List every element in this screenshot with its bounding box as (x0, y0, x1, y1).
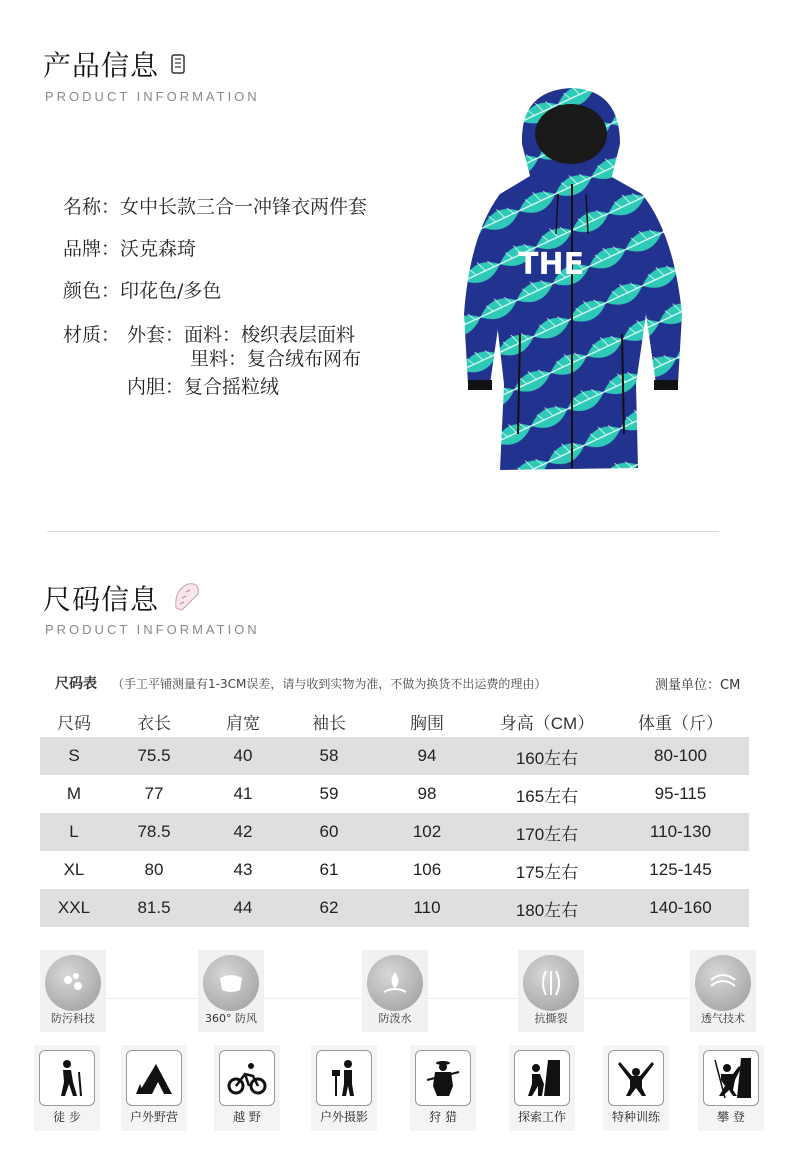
activity-climbing (698, 1045, 764, 1131)
table-cell: 175左右 (515, 862, 579, 882)
size-table-caption: 尺码表 (55, 676, 97, 692)
table-cell: 94 (372, 737, 482, 775)
photography-icon (316, 1050, 372, 1106)
hiking-icon (39, 1050, 95, 1106)
jacket-print-text: THE (518, 247, 585, 282)
table-cell: 62 (286, 889, 372, 927)
table-cell: 81.5 (108, 889, 200, 927)
activity-label: 户外摄影 (319, 1110, 368, 1124)
table-cell: 102 (372, 813, 482, 851)
activity-exploration (509, 1045, 575, 1131)
header-height: 身高（CM） (499, 713, 595, 733)
activity-label: 攀 登 (717, 1110, 745, 1124)
training-icon (608, 1050, 664, 1106)
table-cell: S (40, 737, 108, 775)
table-cell: 43 (233, 860, 253, 879)
table-cell: 42 (200, 813, 286, 851)
feature-label: 360° 防风 (205, 1012, 257, 1025)
activity-camping (121, 1045, 187, 1131)
table-row (40, 889, 749, 927)
tear-resistant-icon (523, 955, 579, 1011)
header-weight: 体重（斤） (638, 713, 723, 733)
table-cell: M (66, 784, 82, 803)
feature-label: 防污科技 (51, 1012, 95, 1025)
table-row (40, 813, 749, 851)
activity-cycling (214, 1045, 280, 1131)
header-shoulder: 肩宽 (226, 713, 260, 733)
activity-label: 越 野 (233, 1110, 261, 1124)
table-cell: 58 (286, 737, 372, 775)
water-repellent-icon (367, 955, 423, 1011)
cycling-icon (219, 1050, 275, 1106)
table-cell: 80-100 (612, 737, 749, 775)
table-cell: 80 (144, 860, 164, 879)
feature-label: 防泼水 (378, 1012, 412, 1025)
table-cell: 180左右 (482, 889, 612, 927)
table-cell: 61 (319, 860, 339, 879)
spec-name: 名称：女中长款三合一冲锋衣两件套 (63, 196, 368, 218)
table-cell: XL (63, 860, 85, 879)
table-cell: L (40, 813, 108, 851)
table-row (40, 775, 749, 813)
jacket-image (460, 84, 700, 480)
table-cell: 78.5 (108, 813, 200, 851)
size-table (40, 705, 749, 927)
spec-material-outer: 外套：面料：梭织表层面料 (127, 324, 356, 346)
table-cell: 98 (417, 784, 437, 803)
camping-icon (126, 1050, 182, 1106)
hunting-icon (415, 1050, 471, 1106)
feature-label: 抗撕裂 (534, 1012, 568, 1025)
feature-water-repellent (362, 950, 428, 1032)
header-size: 尺码 (57, 713, 91, 733)
size-info-title: 尺码信息 (43, 583, 160, 616)
spec-color: 颜色：印花色/多色 (63, 280, 222, 302)
activity-photography (311, 1045, 377, 1131)
table-cell: 44 (200, 889, 286, 927)
header-sleeve: 袖长 (312, 713, 346, 733)
header-chest: 胸围 (410, 713, 444, 733)
size-info-subtitle: PRODUCT INFORMATION (45, 622, 260, 637)
table-cell: XXL (40, 889, 108, 927)
spec-brand: 品牌：沃克森琦 (63, 238, 197, 260)
feature-breathable (690, 950, 756, 1032)
windproof-icon (203, 955, 259, 1011)
activity-training (603, 1045, 669, 1131)
activity-label: 狩 猎 (429, 1110, 457, 1124)
header-length: 衣长 (137, 713, 171, 733)
product-info-title: 产品信息 (43, 49, 160, 82)
table-cell: 160左右 (482, 737, 612, 775)
table-cell: 110-130 (612, 813, 749, 851)
feature-tear-resistant (518, 950, 584, 1032)
section-divider (47, 531, 719, 532)
feature-stain-proof (40, 950, 106, 1032)
spec-material-lining: 里料：复合绒布网布 (190, 348, 362, 370)
table-cell: 106 (412, 860, 442, 879)
table-cell: 41 (233, 784, 253, 803)
climbing-icon (703, 1050, 759, 1106)
activity-hiking (34, 1045, 100, 1131)
table-cell: 77 (144, 784, 164, 803)
product-info-subtitle: PRODUCT INFORMATION (45, 89, 260, 104)
table-cell: 125-145 (649, 860, 712, 879)
table-cell: 95-115 (654, 784, 707, 803)
table-cell: 165左右 (515, 786, 579, 806)
activity-label: 探索工作 (517, 1110, 566, 1124)
table-cell: 170左右 (482, 813, 612, 851)
size-table-note: （手工平铺测量有1-3CM误差，请与收到实物为准，不做为换货不出运费的理由） (112, 677, 547, 691)
spec-material-inner: 内胆：复合摇粒绒 (127, 376, 280, 398)
spec-material-label: 材质： (63, 324, 121, 346)
table-row (40, 851, 749, 889)
table-cell: 110 (372, 889, 482, 927)
size-table-header (40, 705, 749, 737)
measuring-tape-icon (172, 580, 202, 618)
exploration-icon (514, 1050, 570, 1106)
feature-windproof (198, 950, 264, 1032)
table-cell: 60 (286, 813, 372, 851)
table-cell: 75.5 (108, 737, 200, 775)
activity-hunting (410, 1045, 476, 1131)
feature-label: 透气技术 (701, 1012, 745, 1025)
measurement-unit: 测量单位：CM (655, 678, 741, 693)
table-row (40, 737, 749, 775)
activity-label: 徒 步 (53, 1110, 81, 1124)
stain-proof-icon (45, 955, 101, 1011)
activity-label: 户外野营 (129, 1110, 178, 1124)
activity-label: 特种训练 (611, 1110, 660, 1124)
table-cell: 140-160 (612, 889, 749, 927)
table-cell: 40 (200, 737, 286, 775)
table-cell: 59 (319, 784, 339, 803)
notebook-icon (170, 54, 186, 78)
breathable-icon (695, 955, 751, 1011)
